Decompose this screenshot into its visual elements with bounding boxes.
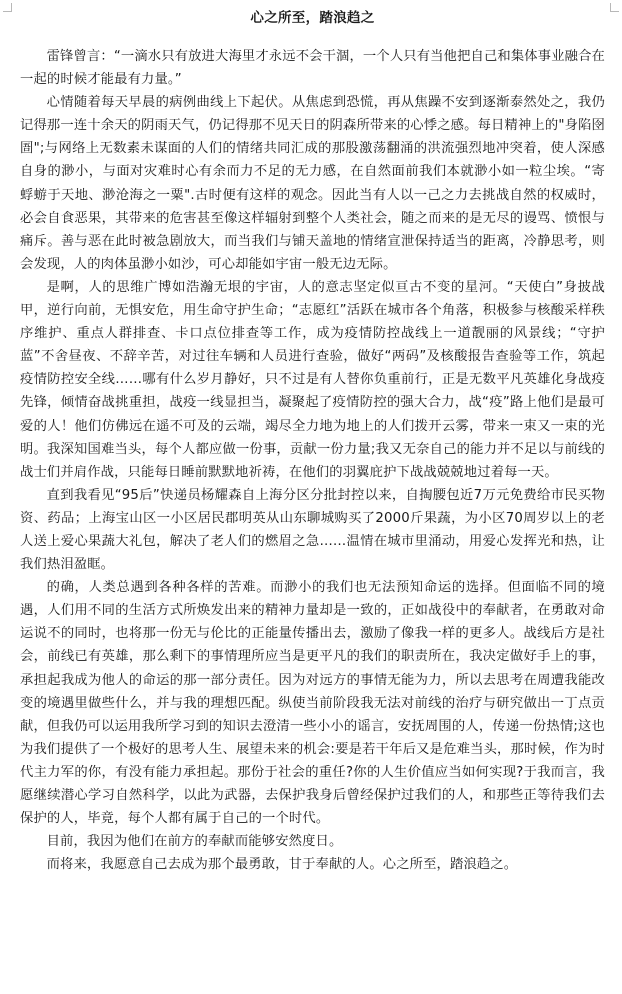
paragraph-7: 而将来，我愿意自己去成为那个最勇敢，甘于奉献的人。心之所至，踏浪趋之。 xyxy=(46,857,518,873)
page-corner-mark-top-right xyxy=(610,3,619,12)
paragraph-4: 直到我看见“95后”快递员杨耀森自上海分区分批封控以来，自掏腰包近7万元免费给市民买物资、药品；上海宝山区一小区居民郡明英从山东聊城购买了2000斤果蔬，为小区70周岁以上的老人送上爱心果蔬大礼包，解决了老人们的燃眉之急……温情在城市里涌动，用爱心发挥光和热，让我们热泪盈眶。 xyxy=(20,487,605,573)
document-page xyxy=(20,8,605,876)
document-title: 心之所至，踏浪趋之 xyxy=(250,10,375,26)
paragraph-2: 心情随着每天早晨的病例曲线上下起伏。从焦虑到恐慌，再从焦躁不安到逐渐泰然处之，我仍记得那一连十余天的阴雨天气，仍记得那不见天日的阴森所带来的心悸之感。每日精神上的"身陷囹圄";与网络上无数素未谋面的人们的情绪共同汇成的那股激荡翻涌的洪流强烈地冲突着，使人深感自身的渺小，与面对灾难时心有余而力不足的无力感，在自然面前我们本就渺小如一粒尘埃。“寄蜉蝣于天地、渺沧海之一粟".古时便有这样的观念。因此当有人以一己之力去挑战自然的权威时，必会自食恶果，其带来的危害甚至像这样辐射到整个人类社会，随之而来的是无尽的谩骂、愤恨与痛斥。善与恶在此时被急剧放大，而当我们与铺天盖地的情绪宣泄保持适当的距离，冷静思考，则会发现，人的肉体虽渺小如沙，可心却能如宇宙一般无边无际。 xyxy=(20,95,605,272)
page-corner-mark-top-left xyxy=(3,3,12,12)
paragraph-6: 目前，我因为他们在前方的奉献而能够安然度日。 xyxy=(46,834,343,850)
paragraph-1: 雷锋曾言：“一滴水只有放进大海里才永远不会干涸，一个人只有当他把自己和集体事业融合在一起的时候才能最有力量。” xyxy=(20,49,605,88)
paragraph-5: 的确，人类总遇到各种各样的苦难。而渺小的我们也无法预知命运的选择。但面临不同的境遇，人们用不同的生活方式所焕发出来的精神力量却是一致的，正如战役中的奉献者，在勇敢对命运说不的同时，也将那一份无与伦比的正能量传播出去，激励了像我一样的更多人。战线后方是社会，前线已有英雄，那么剩下的事情理所应当是更平凡的我们的职责所在，我决定做好手上的事，承担起我成为他人的命运的那一部分责任。因为对远方的事情无能为力，所以去思考在周遭我能改变的境遇里做些什么，并与我的理想匹配。纵使当前阶段我无法对前线的治疗与研究做出一丁点贡献，但我仍可以运用我所学习到的知识去澄清一些小小的谣言，安抚周围的人，传递一份热情;这也为我们提供了一个极好的思考人生、展望未来的机会:要是若干年后又是危难当头，那时候，作为时代主力军的你，有没有能力承担起。那份于社会的重任?你的人生价值应当如何实现?于我而言，我愿继续潜心学习自然科学，以此为武器，去保护我身后曾经保护过我们的人，和那些正等待我们去保护的人，毕竟，每个人都有属于自己的一个时代。 xyxy=(20,580,605,827)
paragraph-3: 是啊，人的思维广博如浩瀚无垠的宇宙，人的意志坚定似亘古不变的星河。“天使白”身披战甲，逆行向前，无惧安危，用生命守护生命；“志愿红”活跃在城市各个角落，积极参与核酸采样秩序维护、重点人群排查、卡口点位排查等工作，成为疫情防控战线上一道靓丽的风景线；“守护蓝”不舍昼夜、不辞辛苦，对过往车辆和人员进行查验，做好“两码”及核酸报告查验等工作，筑起疫情防控安全线……哪有什么岁月静好，只不过是有人替你负重前行，正是无数平凡英雄化身战疫先锋，倾情奋战挑重担，战疫一线显担当，凝聚起了疫情防控的强大合力，战“疫”路上他们是最可爱的人！他们仿佛远在遥不可及的云端，竭尽全力地为地上的人们拨开云雾，带来一束又一束的光明。我深知国难当头，每个人都应做一份事，贡献一份力量;我又无奈自己的能力并不足以与前线的战士们并肩作战，只能每日睡前默默地祈祷，在他们的羽翼庇护下战战兢兢地过着每一天。 xyxy=(20,279,605,480)
